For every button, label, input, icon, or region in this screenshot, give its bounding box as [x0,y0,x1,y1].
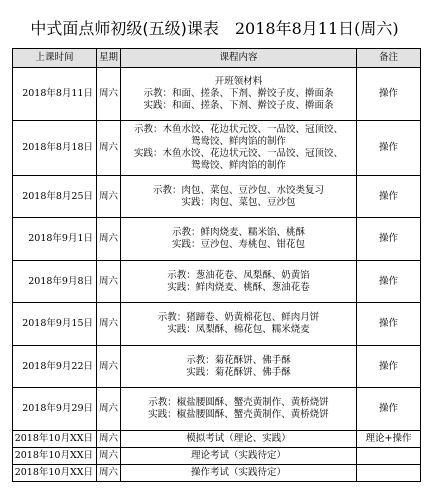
table-row [13,176,421,218]
table-row [13,431,421,448]
table-row [13,68,421,121]
content-lines [172,227,305,251]
content-line: 模拟考试（理论、实践） [186,433,291,444]
cell-content [121,121,357,176]
content-line: 实践：木鱼水饺、花边状元饺、一品饺、冠顶饺、 [133,148,343,159]
table-row [13,218,421,261]
table-row [13,346,421,388]
cell-note: 操作 [357,121,421,176]
table-row [13,261,421,303]
table-row [13,448,421,465]
content-line: 实践：肉包、菜包、豆沙包 [181,196,296,208]
table-row [13,303,421,346]
cell-content [121,303,357,346]
cell-date: 2018年9月22日 [13,346,97,388]
cell-note [357,465,421,482]
content-line: 示教：木鱼水饺、花边状元饺、一品饺、冠顶饺、 [133,124,343,135]
cell-note: 操作 [357,68,421,121]
cell-date: 2018年9月8日 [13,261,97,303]
cell-note [357,448,421,465]
header-date: 上课时间 [13,49,97,68]
cell-date: 2018年8月25日 [13,176,97,218]
cell-content [121,465,357,482]
content-line: 实践：菊花酥饼、佛手酥 [186,366,291,378]
cell-date: 2018年10月XX日 [13,431,97,448]
cell-date: 2018年10月XX日 [13,448,97,465]
content-lines [191,467,286,479]
cell-content [121,261,357,303]
content-line: 示教：鲜肉烧麦、糯米馅、桃酥 [171,227,305,238]
cell-note: 理论+操作 [357,431,421,448]
content-line: 开班领材料 [214,76,263,87]
content-line: 示教：肉包、菜包、豆沙包、水饺类复习 [152,184,324,196]
cell-day: 周六 [97,448,121,465]
content-lines [158,312,320,336]
cell-note: 操作 [357,346,421,388]
page-title [0,17,429,41]
cell-note: 操作 [357,218,421,261]
cell-date: 2018年9月1日 [13,218,97,261]
cell-day: 周六 [97,121,121,176]
cell-day: 周六 [97,218,121,261]
cell-note: 操作 [357,388,421,431]
header-content: 课程内容 [121,49,357,68]
cell-content [121,388,357,431]
cell-date: 2018年8月11日 [13,68,97,121]
cell-note: 操作 [357,261,421,303]
cell-day: 周六 [97,303,121,346]
content-lines [191,450,286,462]
cell-note: 操作 [357,303,421,346]
content-line: 理论考试（实践待定） [190,450,286,461]
content-line: 实践：和面、搓条、下剂、擀饺子皮、擀面条 [143,100,334,111]
content-lines [153,185,324,209]
content-lines [148,397,329,421]
content-line: 示教：猪蹄卷、奶黄棉花包、鲜肉月饼 [157,312,320,323]
content-lines [186,433,291,445]
cell-day: 周六 [97,261,121,303]
cell-day: 周六 [97,431,121,448]
header-day: 星期 [97,49,121,68]
content-line: 示教：菊花酥饼、佛手酥 [186,354,291,366]
header-row [13,49,421,68]
cell-content [121,68,357,121]
content-lines [143,76,333,112]
cell-date: 2018年8月18日 [13,121,97,176]
content-line: 示教：椒盐腰圆酥、蟹壳黄制作、黄桥烧饼 [148,397,329,408]
content-lines [186,355,291,379]
cell-day: 周六 [97,388,121,431]
table-row [13,465,421,482]
cell-content [121,448,357,465]
cell-day: 周六 [97,465,121,482]
content-line: 实践：豆沙包、寿桃包、钳花包 [171,239,305,250]
cell-note: 操作 [357,176,421,218]
cell-day: 周六 [97,176,121,218]
cell-date: 2018年9月29日 [13,388,97,431]
schedule-table [12,48,421,482]
cell-content [121,431,357,448]
title-main: 中式面点师初级(五级)课表 [30,19,219,38]
table-row [13,388,421,431]
content-line: 示教：葱油花卷、凤梨酥、奶黄馅 [167,269,310,281]
schedule-body [13,68,421,482]
title-date: 2018年8月11日(周六) [234,19,399,38]
content-line: 实践：椒盐腰圆酥、蟹壳黄制作、黄桥烧饼 [148,409,329,420]
content-line: 实践：凤梨酥、棉花包、糯米烧麦 [167,324,310,335]
content-lines [134,124,343,172]
content-line: 示教：和面、搓条、下剂、擀饺子皮、擀面条 [143,88,334,99]
content-line: 操作考试（实践待定） [190,467,286,478]
content-lines [167,270,310,294]
cell-content [121,346,357,388]
cell-day: 周六 [97,68,121,121]
cell-date: 2018年10月XX日 [13,465,97,482]
table-row [13,121,421,176]
cell-day: 周六 [97,346,121,388]
content-line: 鸳鸯饺、鲜肉馅的制作 [190,136,286,147]
cell-content [121,176,357,218]
cell-content [121,218,357,261]
content-line: 实践：鲜肉烧麦、桃酥、葱油花卷 [167,281,310,293]
cell-date: 2018年9月15日 [13,303,97,346]
content-line: 鸳鸯饺、鲜肉馅的制作 [190,160,286,171]
header-note: 备注 [357,49,421,68]
